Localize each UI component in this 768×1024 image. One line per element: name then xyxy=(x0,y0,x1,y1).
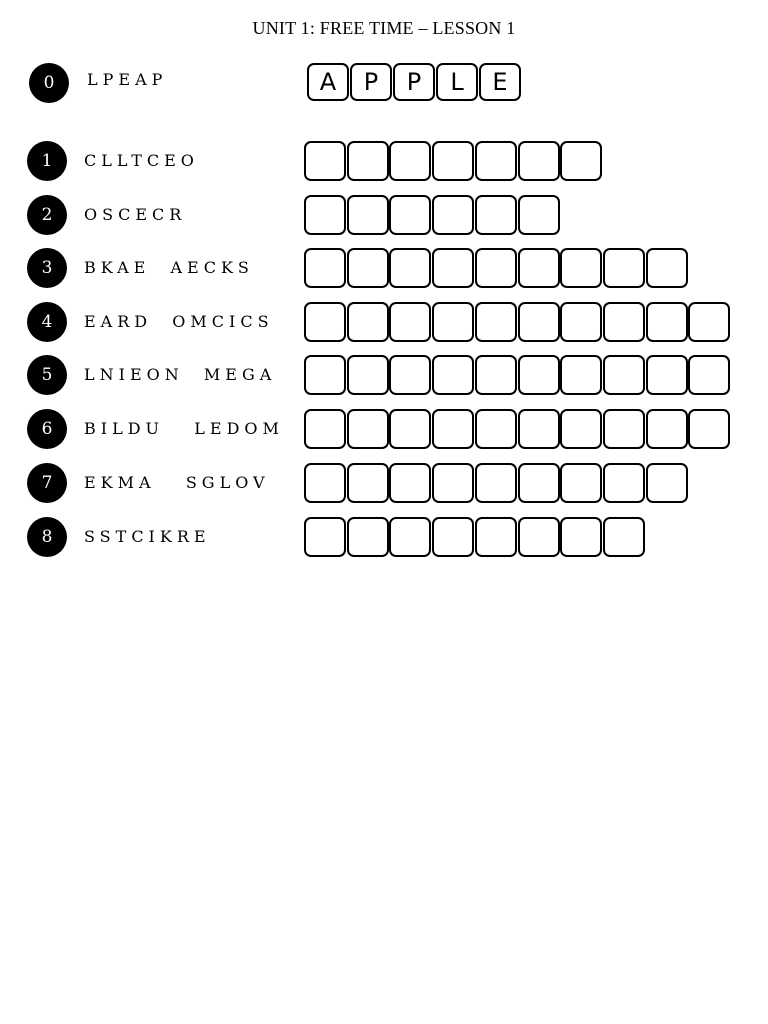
answer-letter-box[interactable] xyxy=(347,409,389,449)
answer-letter-box[interactable] xyxy=(560,355,602,395)
answer-letter-box[interactable] xyxy=(603,409,645,449)
scrambled-word: EARD OMCICS xyxy=(84,312,274,331)
answer-letter-box[interactable] xyxy=(560,141,602,181)
number-badge: 6 xyxy=(27,409,67,449)
exercise-row xyxy=(0,141,768,181)
answer-letter-box[interactable] xyxy=(432,302,474,342)
exercise-row xyxy=(0,248,768,288)
answer-letter-box[interactable] xyxy=(688,355,730,395)
answer-letter-box[interactable] xyxy=(432,463,474,503)
answer-letter-box[interactable] xyxy=(603,517,645,557)
answer-letter-box[interactable] xyxy=(389,302,431,342)
scrambled-word: EKMA SGLOV xyxy=(84,473,270,492)
answer-letter-box[interactable] xyxy=(560,409,602,449)
answer-letter-box[interactable] xyxy=(475,517,517,557)
answer-letter-box[interactable] xyxy=(518,517,560,557)
scrambled-word: OSCECR xyxy=(84,205,187,224)
answer-letter-box[interactable] xyxy=(475,463,517,503)
answer-letter-box[interactable] xyxy=(518,355,560,395)
answer-letter-box[interactable] xyxy=(432,517,474,557)
number-badge: 4 xyxy=(27,302,67,342)
answer-letter-box[interactable] xyxy=(475,248,517,288)
number-badge: 1 xyxy=(27,141,67,181)
scrambled-word: CLLTCEO xyxy=(84,151,199,170)
answer-letter-box[interactable] xyxy=(646,409,688,449)
letter-box: P xyxy=(350,63,392,101)
answer-letter-box[interactable] xyxy=(432,141,474,181)
number-badge: 7 xyxy=(27,463,67,503)
answer-letter-box[interactable] xyxy=(518,302,560,342)
exercise-row xyxy=(0,463,768,503)
answer-letter-box[interactable] xyxy=(518,248,560,288)
answer-letter-box[interactable] xyxy=(304,517,346,557)
answer-letter-box[interactable] xyxy=(389,355,431,395)
exercise-row xyxy=(0,517,768,557)
exercise-row xyxy=(0,409,768,449)
answer-letter-box[interactable] xyxy=(688,409,730,449)
letter-box: E xyxy=(479,63,521,101)
answer-letter-box[interactable] xyxy=(389,195,431,235)
scrambled-word: LNIEON MEGA xyxy=(84,365,277,384)
answer-letter-box[interactable] xyxy=(432,355,474,395)
answer-letter-box[interactable] xyxy=(475,409,517,449)
scrambled-word: BKAE AECKS xyxy=(84,258,254,277)
number-badge: 2 xyxy=(27,195,67,235)
answer-letter-box[interactable] xyxy=(475,302,517,342)
answer-letter-box[interactable] xyxy=(347,302,389,342)
exercise-row xyxy=(0,195,768,235)
answer-letter-box[interactable] xyxy=(475,141,517,181)
answer-letter-box[interactable] xyxy=(389,141,431,181)
letter-box: P xyxy=(393,63,435,101)
letter-box: L xyxy=(436,63,478,101)
answer-letter-box[interactable] xyxy=(347,463,389,503)
answer-letter-box[interactable] xyxy=(347,195,389,235)
answer-letter-box[interactable] xyxy=(347,248,389,288)
answer-letter-box[interactable] xyxy=(304,248,346,288)
letter-box: A xyxy=(307,63,349,101)
answer-letter-box[interactable] xyxy=(560,517,602,557)
answer-letter-box[interactable] xyxy=(389,248,431,288)
answer-letter-box[interactable] xyxy=(603,302,645,342)
answer-letter-box[interactable] xyxy=(518,463,560,503)
scrambled-word: BILDU LEDOM xyxy=(84,419,284,438)
answer-letter-box[interactable] xyxy=(646,463,688,503)
answer-letter-box[interactable] xyxy=(432,248,474,288)
answer-letter-box[interactable] xyxy=(389,517,431,557)
number-badge: 3 xyxy=(27,248,67,288)
number-badge: 5 xyxy=(27,355,67,395)
answer-letter-box[interactable] xyxy=(646,355,688,395)
answer-letter-box[interactable] xyxy=(646,248,688,288)
answer-letter-box[interactable] xyxy=(560,302,602,342)
answer-letter-box[interactable] xyxy=(475,355,517,395)
answer-letter-box[interactable] xyxy=(304,141,346,181)
answer-letter-box[interactable] xyxy=(347,517,389,557)
number-badge: 0 xyxy=(29,63,69,103)
answer-letter-box[interactable] xyxy=(518,141,560,181)
answer-letter-box[interactable] xyxy=(688,302,730,342)
page-title: UNIT 1: FREE TIME – LESSON 1 xyxy=(252,18,516,38)
exercise-row xyxy=(0,302,768,342)
answer-letter-box[interactable] xyxy=(475,195,517,235)
answer-letter-box[interactable] xyxy=(304,195,346,235)
answer-letter-box[interactable] xyxy=(347,141,389,181)
answer-letter-box[interactable] xyxy=(389,463,431,503)
answer-letter-box[interactable] xyxy=(518,195,560,235)
answer-letter-box[interactable] xyxy=(304,355,346,395)
answer-letter-box[interactable] xyxy=(518,409,560,449)
answer-letter-box[interactable] xyxy=(389,409,431,449)
exercise-row xyxy=(0,355,768,395)
answer-letter-box[interactable] xyxy=(646,302,688,342)
scrambled-word: LPEAP xyxy=(87,70,168,89)
answer-letter-box[interactable] xyxy=(304,302,346,342)
number-badge: 8 xyxy=(27,517,67,557)
answer-letter-box[interactable] xyxy=(432,195,474,235)
answer-letter-box[interactable] xyxy=(560,463,602,503)
answer-letter-box[interactable] xyxy=(603,463,645,503)
example-row xyxy=(0,62,768,102)
answer-letter-box[interactable] xyxy=(603,355,645,395)
answer-letter-box[interactable] xyxy=(347,355,389,395)
answer-letter-box[interactable] xyxy=(432,409,474,449)
answer-letter-box[interactable] xyxy=(304,409,346,449)
scrambled-word: SSTCIKRE xyxy=(84,527,211,546)
answer-letter-box[interactable] xyxy=(560,248,602,288)
answer-letter-box[interactable] xyxy=(603,248,645,288)
answer-letter-box[interactable] xyxy=(304,463,346,503)
